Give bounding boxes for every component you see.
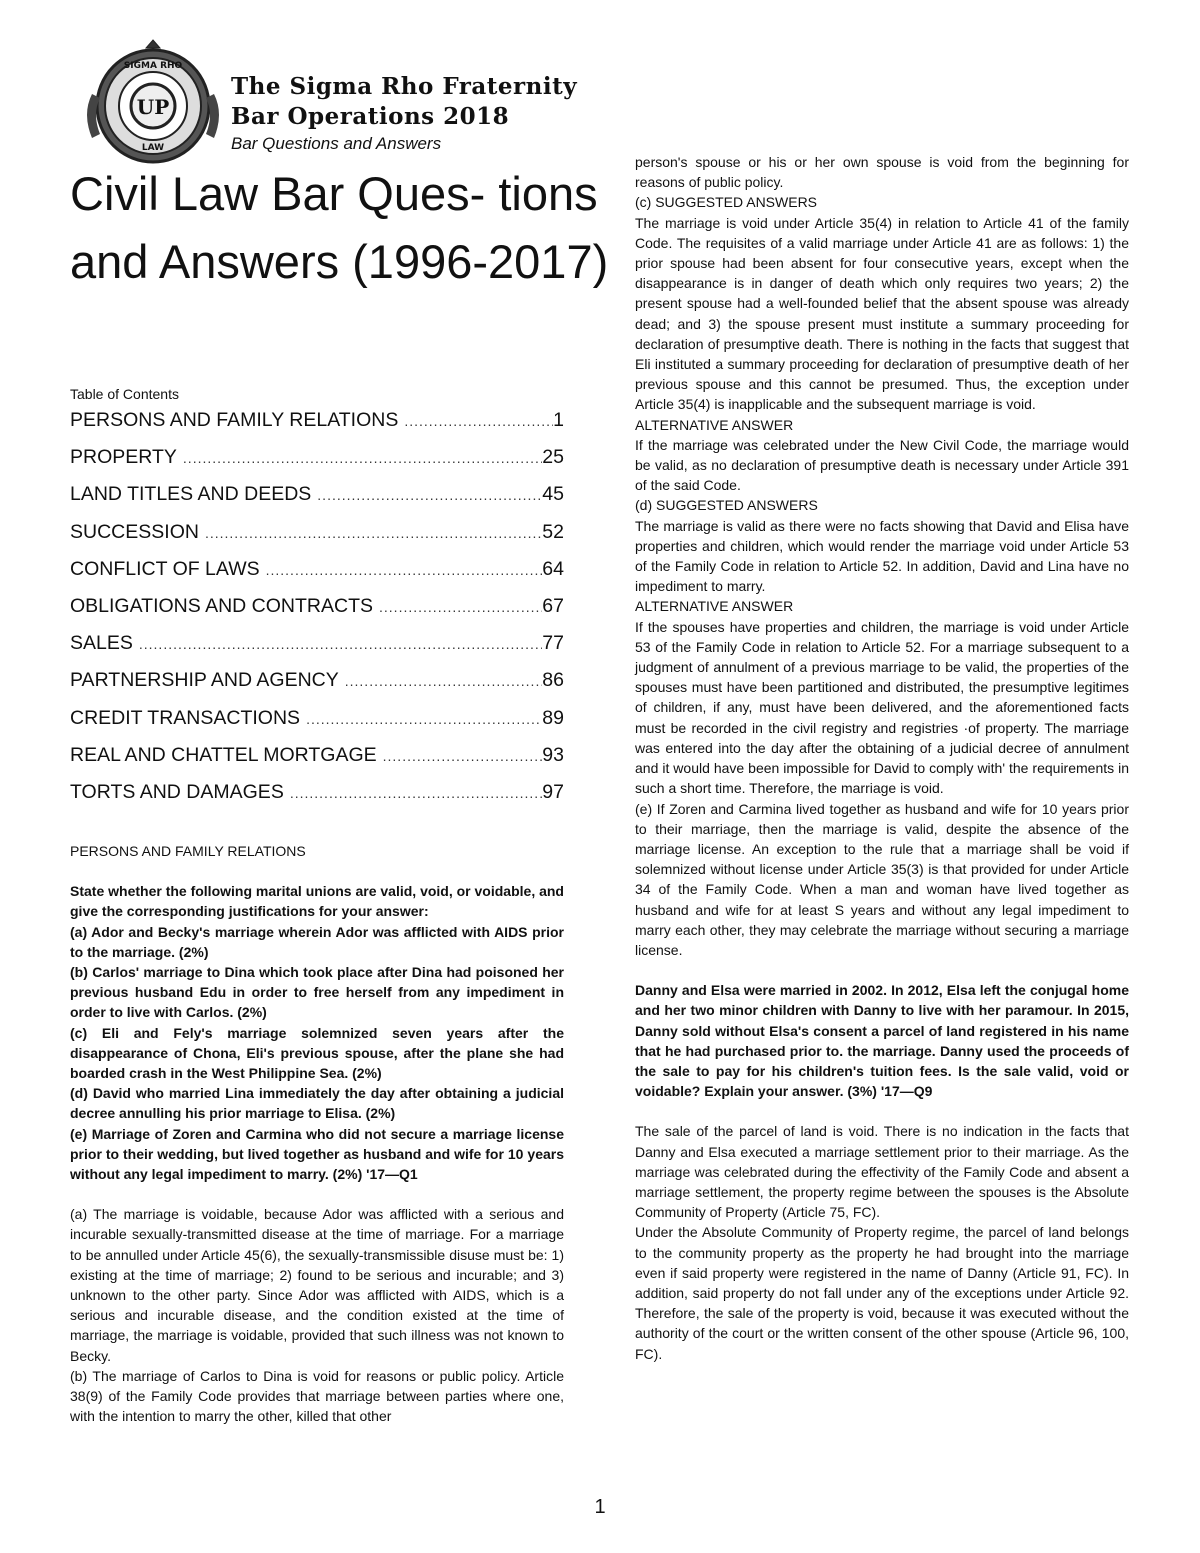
question-text: (e) Marriage of Zoren and Carmina who did not secure a marriage license prior to their wedding, but lived together as husband and wife for 10 years without any legal impediment to marry. (2%) '17—Q1: [70, 1125, 564, 1183]
question-text: (b) Carlos' marriage to Dina which took place after Dina had poisoned her previous husband Edu in order to free herself from any impediment in order to live with Carlos. (2%): [70, 964, 564, 1021]
toc-entry[interactable]: [70, 700, 564, 737]
paragraph-gap: [635, 1101, 1129, 1121]
answer-paragraph: The marriage is valid as there were no facts showing that David and Elisa have properties and children, which would render the marriage void under Article 53 of the Family Code in relation to Article 52. In addition, David and Lina have no impediment to marry.: [635, 517, 1129, 595]
toc-entry[interactable]: [70, 551, 564, 588]
toc-entry-page: 1: [553, 409, 564, 431]
toc-entry-page: 89: [542, 706, 564, 729]
toc-entry[interactable]: [70, 774, 564, 811]
toc-leader-dots: [266, 552, 543, 589]
svg-text:SIGMA RHO: SIGMA RHO: [123, 61, 183, 71]
toc-entry-page: 93: [542, 743, 564, 766]
paragraph-gap: [635, 960, 1129, 980]
toc-entry-label: PERSONS AND FAMILY RELATIONS: [70, 409, 399, 431]
question-text: Danny and Elsa were married in 2002. In 2012, Elsa left the conjugal home and her two minor children with Danny to live with her paramour. In 2015, Danny sold without Elsa's consent a parcel of land registered in his name that he had purchased prior to. the marriage. Danny used the proceeds of the sale to pay for his children's tuition fees. Is the sale valid, void or voidable? Explain your answer. (3%) '17—Q9: [635, 982, 1129, 1100]
toc-entry-label: CREDIT TRANSACTIONS: [70, 706, 301, 729]
toc-entry[interactable]: [70, 476, 564, 513]
header-subtitle: Bar Questions and Answers: [231, 134, 442, 153]
toc-leader-dots: [139, 626, 542, 663]
toc-entry[interactable]: [70, 625, 564, 662]
svg-text:LAW: LAW: [141, 143, 165, 153]
toc-entry[interactable]: [70, 737, 564, 774]
answer-paragraph: (b) The marriage of Carlos to Dina is void for reasons or public policy. Article 38(9) of the Family Code provides that marriage between parties where one, with the intention to marry the other, killed that other: [70, 1367, 564, 1425]
toc-heading: Table of Contents: [70, 386, 179, 402]
answer-label: ALTERNATIVE ANSWER: [635, 416, 794, 433]
toc-entry-label: OBLIGATIONS AND CONTRACTS: [70, 594, 374, 617]
toc-entry[interactable]: [70, 662, 564, 699]
left-column: [70, 841, 564, 1426]
answer-label: (d) SUGGESTED ANSWERS: [635, 497, 818, 514]
toc-leader-dots: [306, 701, 542, 738]
toc-entry[interactable]: [70, 402, 564, 439]
svg-text:UP: UP: [136, 95, 170, 119]
answer-paragraph: Under the Absolute Community of Property regime, the parcel of land belongs to the community property as the property he had brought into the marriage even if said property were registered in the name of Danny (Article 91, FC). In addition, said property do not fall under any of the exceptions under Article 92. Therefore, the sale of the property is void, because it was executed without the authority of the court or the written consent of the other spouse (Article 96, 100, FC).: [635, 1224, 1129, 1362]
toc-entry-page: 97: [542, 780, 564, 803]
toc-entry-label: SUCCESSION: [70, 520, 199, 543]
right-column: [635, 152, 1129, 1364]
toc-entry-label: CONFLICT OF LAWS: [70, 557, 260, 580]
toc-entry-label: PARTNERSHIP AND AGENCY: [70, 669, 339, 692]
section-heading: PERSONS AND FAMILY RELATIONS: [70, 843, 306, 859]
toc-leader-dots: [404, 403, 553, 440]
answer-paragraph: The sale of the parcel of land is void. There is no indication in the facts that Danny and Elsa executed a marriage settlement prior to their marriage. As the marriage was celebrated during the effectivity of the Family Code and absent a marriage settlement, the property regime between the spouses is the Absolute Community of Property (Article 75, FC).: [635, 1123, 1129, 1221]
toc-entry-label: PROPERTY: [70, 446, 177, 469]
question-text: (d) David who married Lina immediately the day after obtaining a judicial decree annulling his prior marriage to Elisa. (2%): [70, 1085, 564, 1122]
toc-leader-dots: [290, 775, 542, 812]
fraternity-name: The Sigma Rho Fraternity: [231, 73, 578, 100]
answer-label: (c) SUGGESTED ANSWERS: [635, 194, 818, 211]
fraternity-seal-logo: [78, 34, 228, 170]
answer-paragraph: If the marriage was celebrated under the New Civil Code, the marriage would be valid, as no declaration of presumptive death is necessary under Article 391 of the said Code.: [635, 436, 1129, 494]
answer-paragraph: person's spouse or his or her own spouse is void from the beginning for reasons of public policy.: [635, 154, 1129, 191]
toc-leader-dots: [205, 515, 542, 552]
document-title: Civil Law Bar Ques- tions and Answers (1996-2017): [70, 167, 609, 288]
toc-leader-dots: [383, 738, 543, 775]
question-block: [70, 881, 564, 1184]
toc-entry-page: 52: [542, 520, 564, 543]
page-number: 1: [594, 1496, 606, 1518]
toc-entry-label: REAL AND CHATTEL MORTGAGE: [70, 743, 377, 766]
toc-entry-page: 86: [542, 669, 564, 692]
toc-leader-dots: [345, 663, 543, 700]
toc-entry-page: 67: [542, 594, 564, 617]
question-text: State whether the following marital unions are valid, void, or voidable, and give the corresponding justifications for your answer:: [70, 883, 564, 920]
question-text: (c) Eli and Fely's marriage solemnized seven years after the disappearance of Chona, Eli's previous spouse, after the plane she had boarded crash in the West Philippine Sea. (2%): [70, 1024, 564, 1082]
table-of-contents: [70, 402, 564, 811]
answer-paragraph: If the spouses have properties and children, the marriage is void under Article 53 of the Family Code in relation to Article 52. For a marriage subsequent to a judgment of annulment of a previous marriage to be valid, the properties of the spouses must have been partitioned and distributed, the presumptive legitimes of children, if any, must have been delivered, and the aforementioned facts must be recorded in the civil registry and registries ·of property. The marriage was entered into the day after the obtaining of a judicial decree of annulment and it would have been impossible for David to comply with' the requirements in such a short time. Therefore, the marriage is void.: [635, 618, 1129, 797]
bar-operations-title: Bar Operations 2018: [231, 103, 510, 130]
toc-entry-page: 25: [542, 446, 564, 469]
answer-block: [70, 1204, 564, 1426]
answer-label: ALTERNATIVE ANSWER: [635, 598, 794, 615]
toc-entry-page: 45: [542, 483, 564, 506]
answer-paragraph: (a) The marriage is voidable, because Ador was afflicted with a serious and incurable sexually-transmitted disease at the time of marriage. For a marriage to be annulled under Article 45(6), the sexually-transmissible disuse must be: 1) existing at the time of marriage; 2) found to be serious and incurable; and 3) unknown to the other party. Since Ador was afflicted with AIDS, which is a serious and incurable disease, and the condition existed at the time of marriage, the marriage is voidable, provided that such illness was not known to Becky.: [70, 1206, 564, 1364]
toc-entry[interactable]: [70, 588, 564, 625]
toc-entry-page: 77: [542, 632, 564, 655]
toc-entry-page: 64: [542, 557, 564, 580]
question-text: (a) Ador and Becky's marriage wherein Ador was afflicted with AIDS prior to the marriage. (2%): [70, 923, 564, 960]
toc-entry-label: SALES: [70, 632, 133, 655]
toc-entry-label: TORTS AND DAMAGES: [70, 780, 284, 803]
answer-paragraph: (e) If Zoren and Carmina lived together as husband and wife for 10 years prior to their marriage, then the marriage is valid, despite the absence of the marriage license. An exception to the rule that a marriage shall be void if solemnized without license under Article 35(3) is that provided for under Article 34 of the Family Code. When a man and woman have lived together as husband and wife for at least S years and without any legal impediment to marry each other, they may celebrate the marriage without securing a marriage license.: [635, 800, 1129, 958]
toc-entry-label: LAND TITLES AND DEEDS: [70, 483, 312, 506]
toc-entry[interactable]: [70, 439, 564, 476]
toc-leader-dots: [379, 589, 542, 626]
toc-leader-dots: [183, 440, 542, 477]
toc-entry[interactable]: [70, 514, 564, 551]
toc-leader-dots: [317, 477, 542, 514]
answer-paragraph: The marriage is void under Article 35(4) in relation to Article 41 of the family Code. The requisites of a valid marriage under Article 41 are as follows: 1) the prior spouse had been absent for four consecutive years, except when the disappearance is in danger of death which only requires two years; 2) the present spouse had a well-founded belief that the absent spouse was already dead; and 3) the spouse present must institute a summary proceeding for declaration of presumptive death. There is nothing in the facts that suggest that Eli instituted a summary proceeding for declaration of presumptive death of her previous spouse and this cannot be presumed. Thus, the exception under Article 35(4) is inapplicable and the subsequent marriage is void.: [635, 214, 1129, 413]
